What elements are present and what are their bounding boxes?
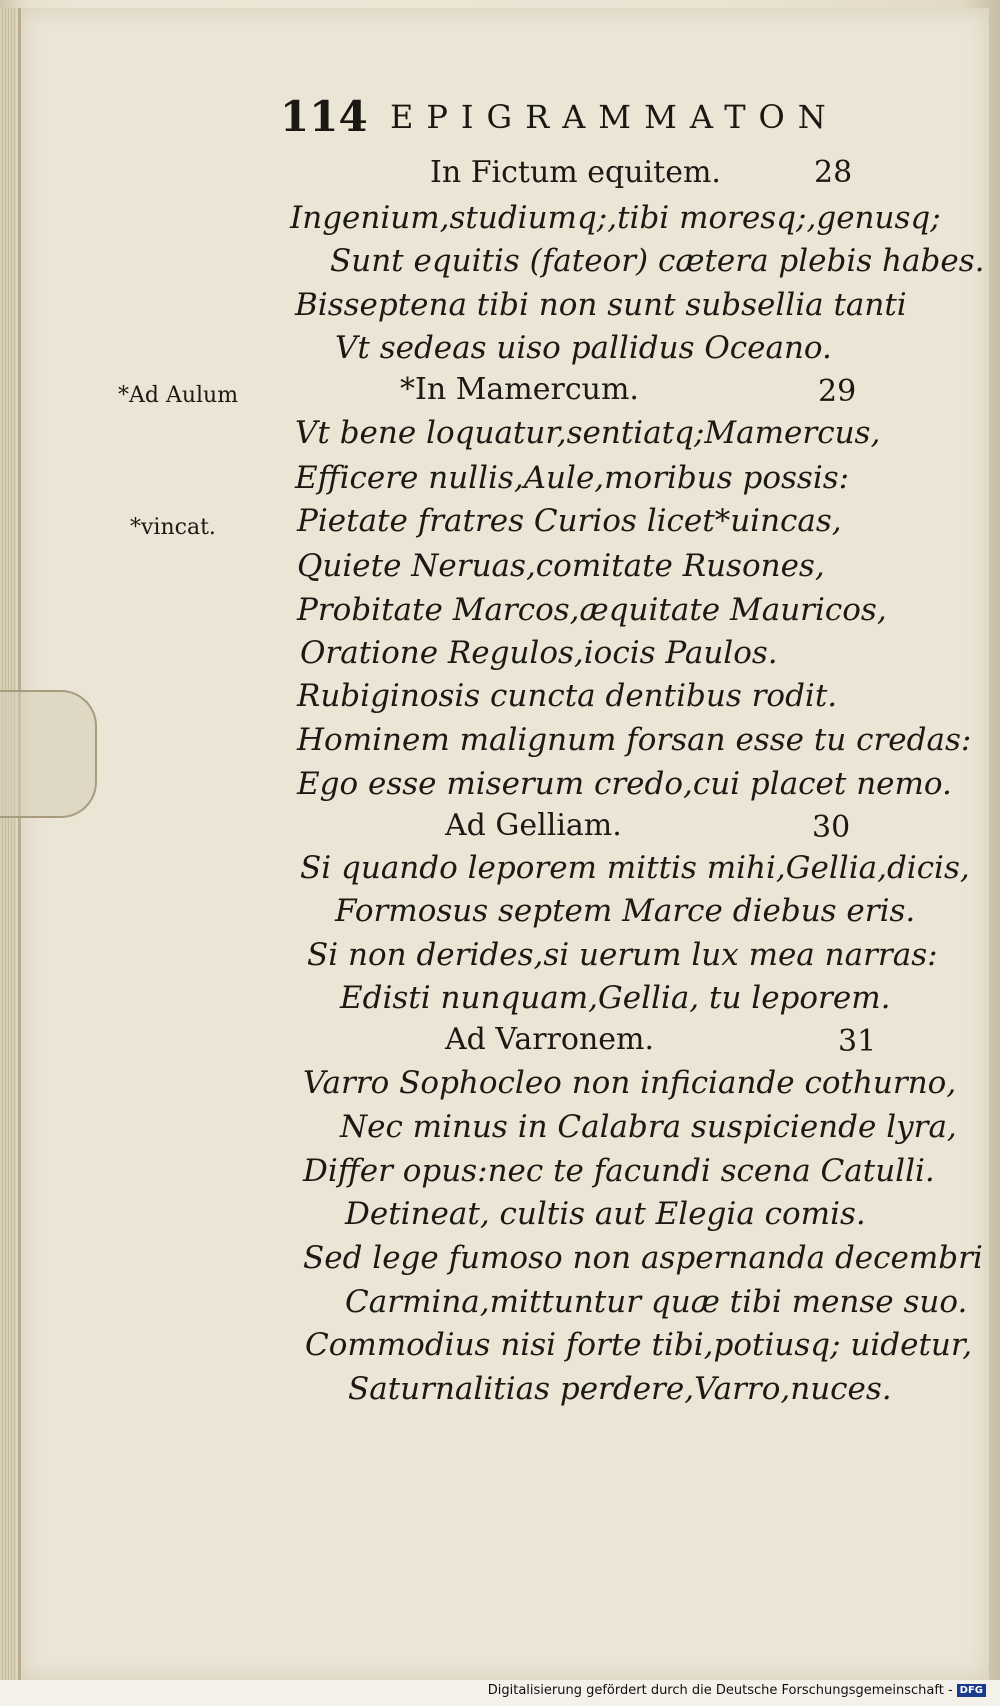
running-title: EPIGRAMMATON [390, 98, 839, 136]
verse-line: Varro Sophocleo non inficiande cothurno, [303, 1065, 957, 1101]
credit-text: Digitalisierung gefördert durch die Deutsche Forschungsgemeinschaft - [487, 1683, 953, 1698]
verse-line: Si quando leporem mittis mihi,Gellia,dicis, [300, 850, 970, 886]
verse-line: Pietate fratres Curios licet*uincas, [297, 503, 842, 539]
verse-line: Saturnalitias perdere,Varro,nuces. [348, 1371, 892, 1407]
marginal-note: *Ad Aulum [118, 383, 239, 408]
epigram-number: 30 [812, 810, 851, 845]
epigram-number: 31 [838, 1024, 877, 1059]
verse-line: Vt sedeas uiso pallidus Oceano. [335, 330, 832, 366]
verse-line: Carmina,mittuntur quæ tibi mense suo. [345, 1284, 968, 1320]
verse-line: Formosus septem Marce diebus eris. [335, 893, 916, 929]
verse-line: Rubiginosis cuncta dentibus rodit. [297, 678, 838, 714]
running-head [280, 92, 860, 152]
marginal-note: *vincat. [130, 515, 216, 540]
epigram-heading: *In Mamercum. [400, 372, 639, 407]
page-tab-mark [0, 690, 97, 818]
verse-line: Oratione Regulos,iocis Paulos. [300, 635, 778, 671]
verse-line: Efficere nullis,Aule,moribus possis: [295, 460, 850, 496]
verse-line: Differ opus:nec te facundi scena Catulli. [303, 1153, 935, 1189]
verse-line: Detineat, cultis aut Elegia comis. [345, 1196, 866, 1232]
epigram-number: 29 [818, 374, 857, 409]
verse-line: Bisseptena tibi non sunt subsellia tanti [295, 287, 907, 323]
page-number: 114 [280, 92, 368, 141]
dfg-logo: DFG [957, 1684, 986, 1697]
verse-line: Ego esse miserum credo,cui placet nemo. [297, 766, 952, 802]
verse-line: Sunt equitis (fateor) cætera plebis habes. [330, 243, 985, 279]
epigram-heading: Ad Varronem. [445, 1022, 655, 1057]
verse-line: Vt bene loquatur,sentiatq;Mamercus, [295, 415, 881, 451]
verse-line: Quiete Neruas,comitate Rusones, [297, 548, 825, 584]
verse-line: Nec minus in Calabra suspiciende lyra, [340, 1109, 957, 1145]
verse-line: Commodius nisi forte tibi,potiusq; uidetur, [305, 1327, 973, 1363]
epigram-number: 28 [814, 155, 853, 190]
epigram-heading: Ad Gelliam. [445, 808, 622, 843]
page-edge [0, 8, 16, 1680]
epigram-heading: In Fictum equitem. [430, 155, 721, 190]
digitization-credit [488, 1683, 986, 1698]
verse-line: Ingenium,studiumq;,tibi moresq;,genusq; [290, 200, 941, 236]
verse-line: Hominem malignum forsan esse tu credas: [297, 722, 972, 758]
verse-line: Si non derides,si uerum lux mea narras: [307, 937, 938, 973]
verse-line: Sed lege fumoso non aspernanda decembri [303, 1240, 983, 1276]
verse-line: Edisti nunquam,Gellia, tu leporem. [340, 980, 891, 1016]
verse-line: Probitate Marcos,æquitate Mauricos, [297, 592, 887, 628]
